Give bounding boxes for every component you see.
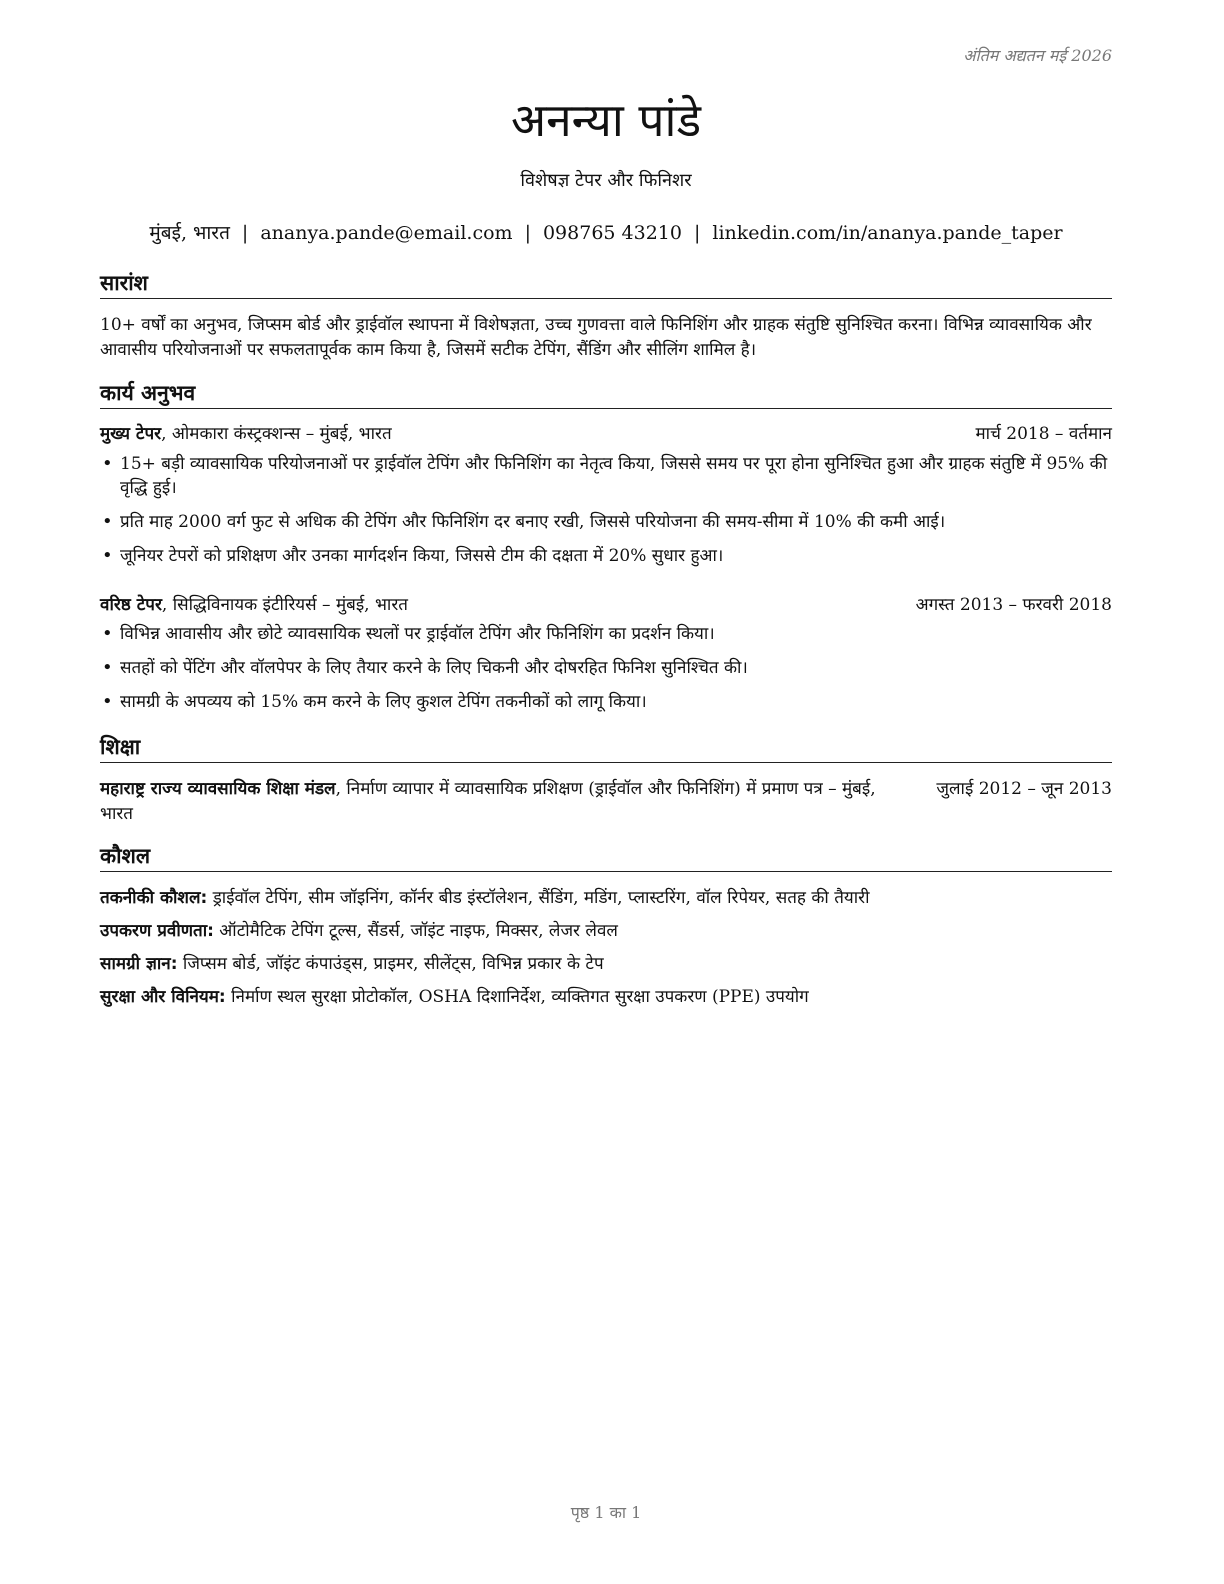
- job-bullet: • जूनियर टेपरों को प्रशिक्षण और उनका मार्गदर्शन किया, जिससे टीम की दक्षता में 20% सुधार हुआ।: [100, 544, 1112, 568]
- skill-value: निर्माण स्थल सुरक्षा प्रोटोकॉल, OSHA दिशानिर्देश, व्यक्तिगत सुरक्षा उपकरण (PPE) उपयोग: [225, 987, 809, 1007]
- contact-separator: |: [241, 222, 249, 244]
- skill-line: [100, 985, 1112, 1009]
- candidate-role: विशेषज्ञ टेपर और फिनिशर: [520, 170, 692, 191]
- contact-line: [100, 219, 1112, 245]
- education-text: [100, 777, 890, 827]
- job-bullet: • विभिन्न आवासीय और छोटे व्यावसायिक स्थलों पर ड्राईवॉल टेपिंग और फिनिशिंग का प्रदर्शन किया।: [100, 622, 1112, 646]
- education-entry: [100, 777, 1112, 827]
- job-position: वरिष्ठ टेपर: [100, 595, 162, 615]
- job-dates: मार्च 2018 – वर्तमान: [975, 424, 1112, 444]
- job-title-line: [100, 422, 392, 446]
- skill-line: [100, 952, 1112, 976]
- education-details: , निर्माण व्यापार में व्यावसायिक प्रशिक्षण (ड्राईवॉल और फिनिशिंग) में प्रमाण पत्र – मुंबई, भारत: [100, 779, 876, 824]
- contact-separator: |: [524, 222, 531, 244]
- skill-label: सुरक्षा और विनियम:: [100, 987, 226, 1007]
- section-title-skills: कौशल: [100, 843, 1112, 872]
- section-title-education: शिक्षा: [100, 734, 1112, 763]
- skill-value: ऑटोमैटिक टेपिंग टूल्स, सैंडर्स, जॉइंट नाइफ, मिक्सर, लेजर लेवल: [213, 921, 618, 941]
- section-title-experience: कार्य अनुभव: [100, 380, 1112, 409]
- skill-value: ड्राईवॉल टेपिंग, सीम जॉइनिंग, कॉर्नर बीड इंस्टॉलेशन, सैंडिंग, मडिंग, प्लास्टरिंग, वॉल रिपेयर, सतह की तैयारी: [207, 888, 870, 908]
- education-institution: महाराष्ट्र राज्य व्यावसायिक शिक्षा मंडल: [100, 779, 336, 799]
- job-bullets: [100, 452, 1112, 578]
- section-title-summary: सारांश: [100, 270, 1112, 299]
- skill-value: जिप्सम बोर्ड, जॉइंट कंपाउंड्स, प्राइमर, सीलेंट्स, विभिन्न प्रकार के टेप: [177, 954, 604, 974]
- job-bullet: • सतहों को पेंटिंग और वॉलपेपर के लिए तैयार करने के लिए चिकनी और दोषरहित फिनिश सुनिश्चित की।: [100, 656, 1112, 680]
- skill-line: [100, 886, 1112, 910]
- contact-email[interactable]: ananya.pande@email.com: [260, 222, 513, 244]
- job-bullet: • 15+ बड़ी व्यावसायिक परियोजनाओं पर ड्राईवॉल टेपिंग और फिनिशिंग का नेतृत्व किया, जिससे समय पर पूरा होना सुनिश्चित हुआ और ग्राहक संतुष्टि में 95% की वृद्धि हुई।: [100, 452, 1112, 500]
- job-title-line: [100, 593, 408, 617]
- job-company: , ओमकारा कंस्ट्रक्शन्स – मुंबई, भारत: [161, 424, 392, 444]
- job-header: [100, 422, 1112, 446]
- skill-label: उपकरण प्रवीणता:: [100, 921, 214, 941]
- job-position: मुख्य टेपर: [100, 424, 162, 444]
- skill-label: सामग्री ज्ञान:: [100, 954, 178, 974]
- job-bullet: • सामग्री के अपव्यय को 15% कम करने के लिए कुशल टेपिंग तकनीकों को लागू किया।: [100, 690, 1112, 714]
- education-dates: जुलाई 2012 – जून 2013: [936, 779, 1112, 799]
- skill-line: [100, 919, 1112, 943]
- page-footer: पृष्ठ 1 का 1: [570, 1503, 642, 1522]
- job-bullet: • प्रति माह 2000 वर्ग फुट से अधिक की टेपिंग और फिनिशिंग दर बनाए रखी, जिससे परियोजना की समय-सीमा में 10% की कमी आई।: [100, 510, 1112, 534]
- summary-text: 10+ वर्षों का अनुभव, जिप्सम बोर्ड और ड्राईवॉल स्थापना में विशेषज्ञता, उच्च गुणवत्ता वाले फिनिशिंग और ग्राहक संतुष्टि सुनिश्चित करना। विभिन्न व्यावसायिक और आवासीय परियोजनाओं पर सफलतापूर्वक काम किया है, जिसमें सटीक टेपिंग, सैंडिंग और सीलिंग शामिल है।: [100, 315, 1092, 360]
- job-company: , सिद्धिविनायक इंटीरियर्स – मुंबई, भारत: [161, 595, 408, 615]
- contact-linkedin[interactable]: linkedin.com/in/ananya.pande_taper: [712, 222, 1063, 244]
- resume-page: [100, 0, 1112, 1584]
- job-header: [100, 593, 1112, 617]
- contact-separator: |: [693, 222, 701, 244]
- contact-phone: 098765 43210: [542, 222, 682, 244]
- skill-label: तकनीकी कौशल:: [100, 888, 208, 908]
- candidate-name: अनन्या पांडे: [510, 93, 702, 147]
- contact-location: मुंबई, भारत: [149, 222, 230, 244]
- last-updated: अंतिम अद्यतन मई 2026: [963, 46, 1112, 65]
- job-bullets: [100, 622, 1112, 724]
- job-dates: अगस्त 2013 – फरवरी 2018: [915, 595, 1112, 615]
